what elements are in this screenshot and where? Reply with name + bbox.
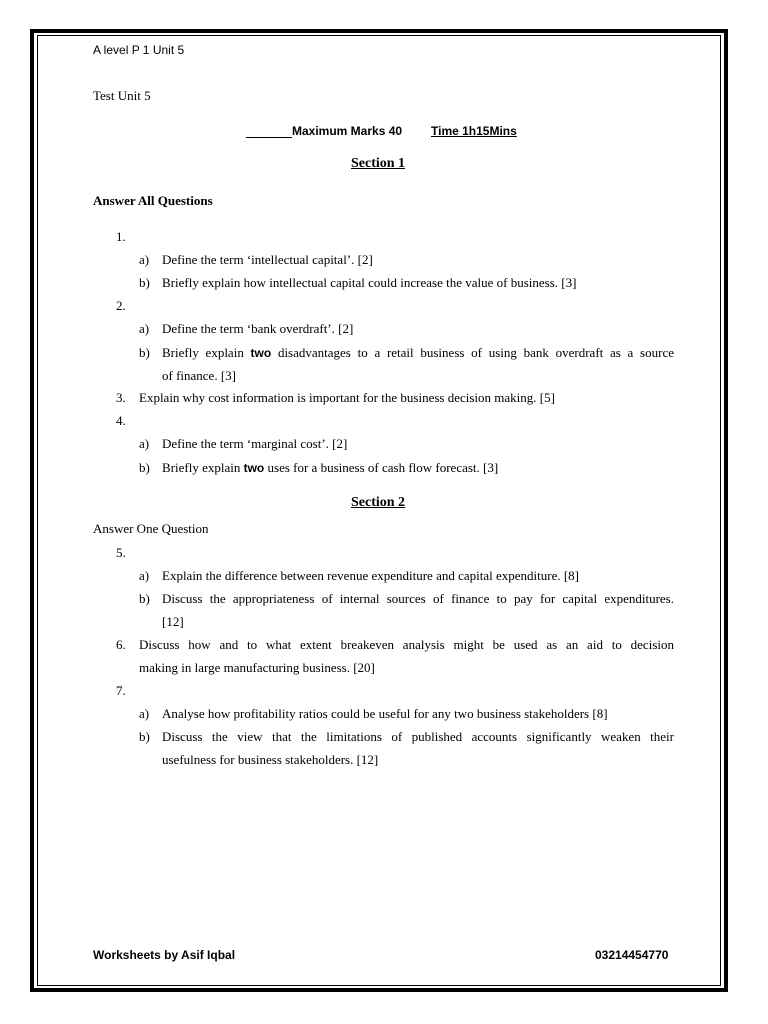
part-label: b) bbox=[139, 729, 150, 744]
part-label: a) bbox=[139, 706, 150, 721]
question-text: Briefly explain how intellectual capital could increase the value of business. [3] bbox=[162, 275, 577, 290]
part-label: a) bbox=[139, 321, 150, 336]
part-label: b) bbox=[139, 345, 150, 360]
question-number: 6. bbox=[116, 637, 126, 652]
time-allowed: Time 1h15Mins bbox=[431, 124, 517, 138]
marks-underline bbox=[246, 137, 292, 138]
question-number: 2. bbox=[116, 298, 126, 313]
question-text-continued: [12] bbox=[162, 614, 184, 629]
section-2-title: Section 2 bbox=[351, 495, 406, 510]
section-1-title: Section 1 bbox=[351, 156, 406, 171]
text-segment: Briefly explain bbox=[162, 460, 244, 475]
part-label: a) bbox=[139, 568, 150, 583]
part-label: a) bbox=[139, 252, 150, 267]
question-number: 5. bbox=[116, 545, 126, 560]
footer-phone: 03214454770 bbox=[595, 948, 669, 962]
question-text-continued: of finance. [3] bbox=[162, 368, 236, 383]
emphasis-text: two bbox=[250, 346, 272, 360]
question-text: Define the term ‘intellectual capital’. [2] bbox=[162, 252, 373, 267]
test-title: Test Unit 5 bbox=[93, 88, 151, 103]
text-segment: Briefly explain bbox=[162, 345, 251, 360]
section-2-instruction: Answer One Question bbox=[93, 521, 209, 536]
part-label: b) bbox=[139, 460, 150, 475]
part-label: a) bbox=[139, 436, 150, 451]
question-text: Explain why cost information is important for the business decision making. [5] bbox=[139, 390, 555, 405]
question-text: Define the term ‘marginal cost’. [2] bbox=[162, 436, 348, 451]
course-header: A level P 1 Unit 5 bbox=[93, 43, 185, 57]
section-1-instruction: Answer All Questions bbox=[93, 193, 213, 208]
question-text: Explain the difference between revenue expenditure and capital expenditure. [8] bbox=[162, 568, 580, 583]
question-number: 1. bbox=[116, 229, 126, 244]
question-text: Discuss the view that the limitations of published accounts significantly weaken their bbox=[162, 729, 674, 744]
question-text-continued: making in large manufacturing business. [20] bbox=[139, 660, 375, 675]
question-text: Discuss how and to what extent breakeven analysis might be used as an aid to decision bbox=[139, 637, 674, 652]
question-number: 4. bbox=[116, 413, 126, 428]
question-number: 3. bbox=[116, 390, 126, 405]
question-text: Discuss the appropriateness of internal sources of finance to pay for capital expenditures. bbox=[162, 591, 674, 606]
question-text: Define the term ‘bank overdraft’. [2] bbox=[162, 321, 354, 336]
question-text bbox=[162, 460, 498, 476]
question-text-continued: usefulness for business stakeholders. [12] bbox=[162, 752, 379, 767]
part-label: b) bbox=[139, 591, 150, 606]
text-segment: disadvantages to a retail business of using bank overdraft as a source bbox=[271, 345, 674, 360]
question-text bbox=[162, 345, 674, 361]
question-text: Analyse how profitability ratios could be useful for any two business stakeholders [8] bbox=[162, 706, 608, 721]
text-segment: uses for a business of cash flow forecast. [3] bbox=[264, 460, 499, 475]
emphasis-text: two bbox=[243, 461, 265, 475]
footer-author: Worksheets by Asif Iqbal bbox=[93, 948, 236, 962]
maximum-marks: Maximum Marks 40 bbox=[292, 124, 403, 138]
part-label: b) bbox=[139, 275, 150, 290]
question-number: 7. bbox=[116, 683, 126, 698]
